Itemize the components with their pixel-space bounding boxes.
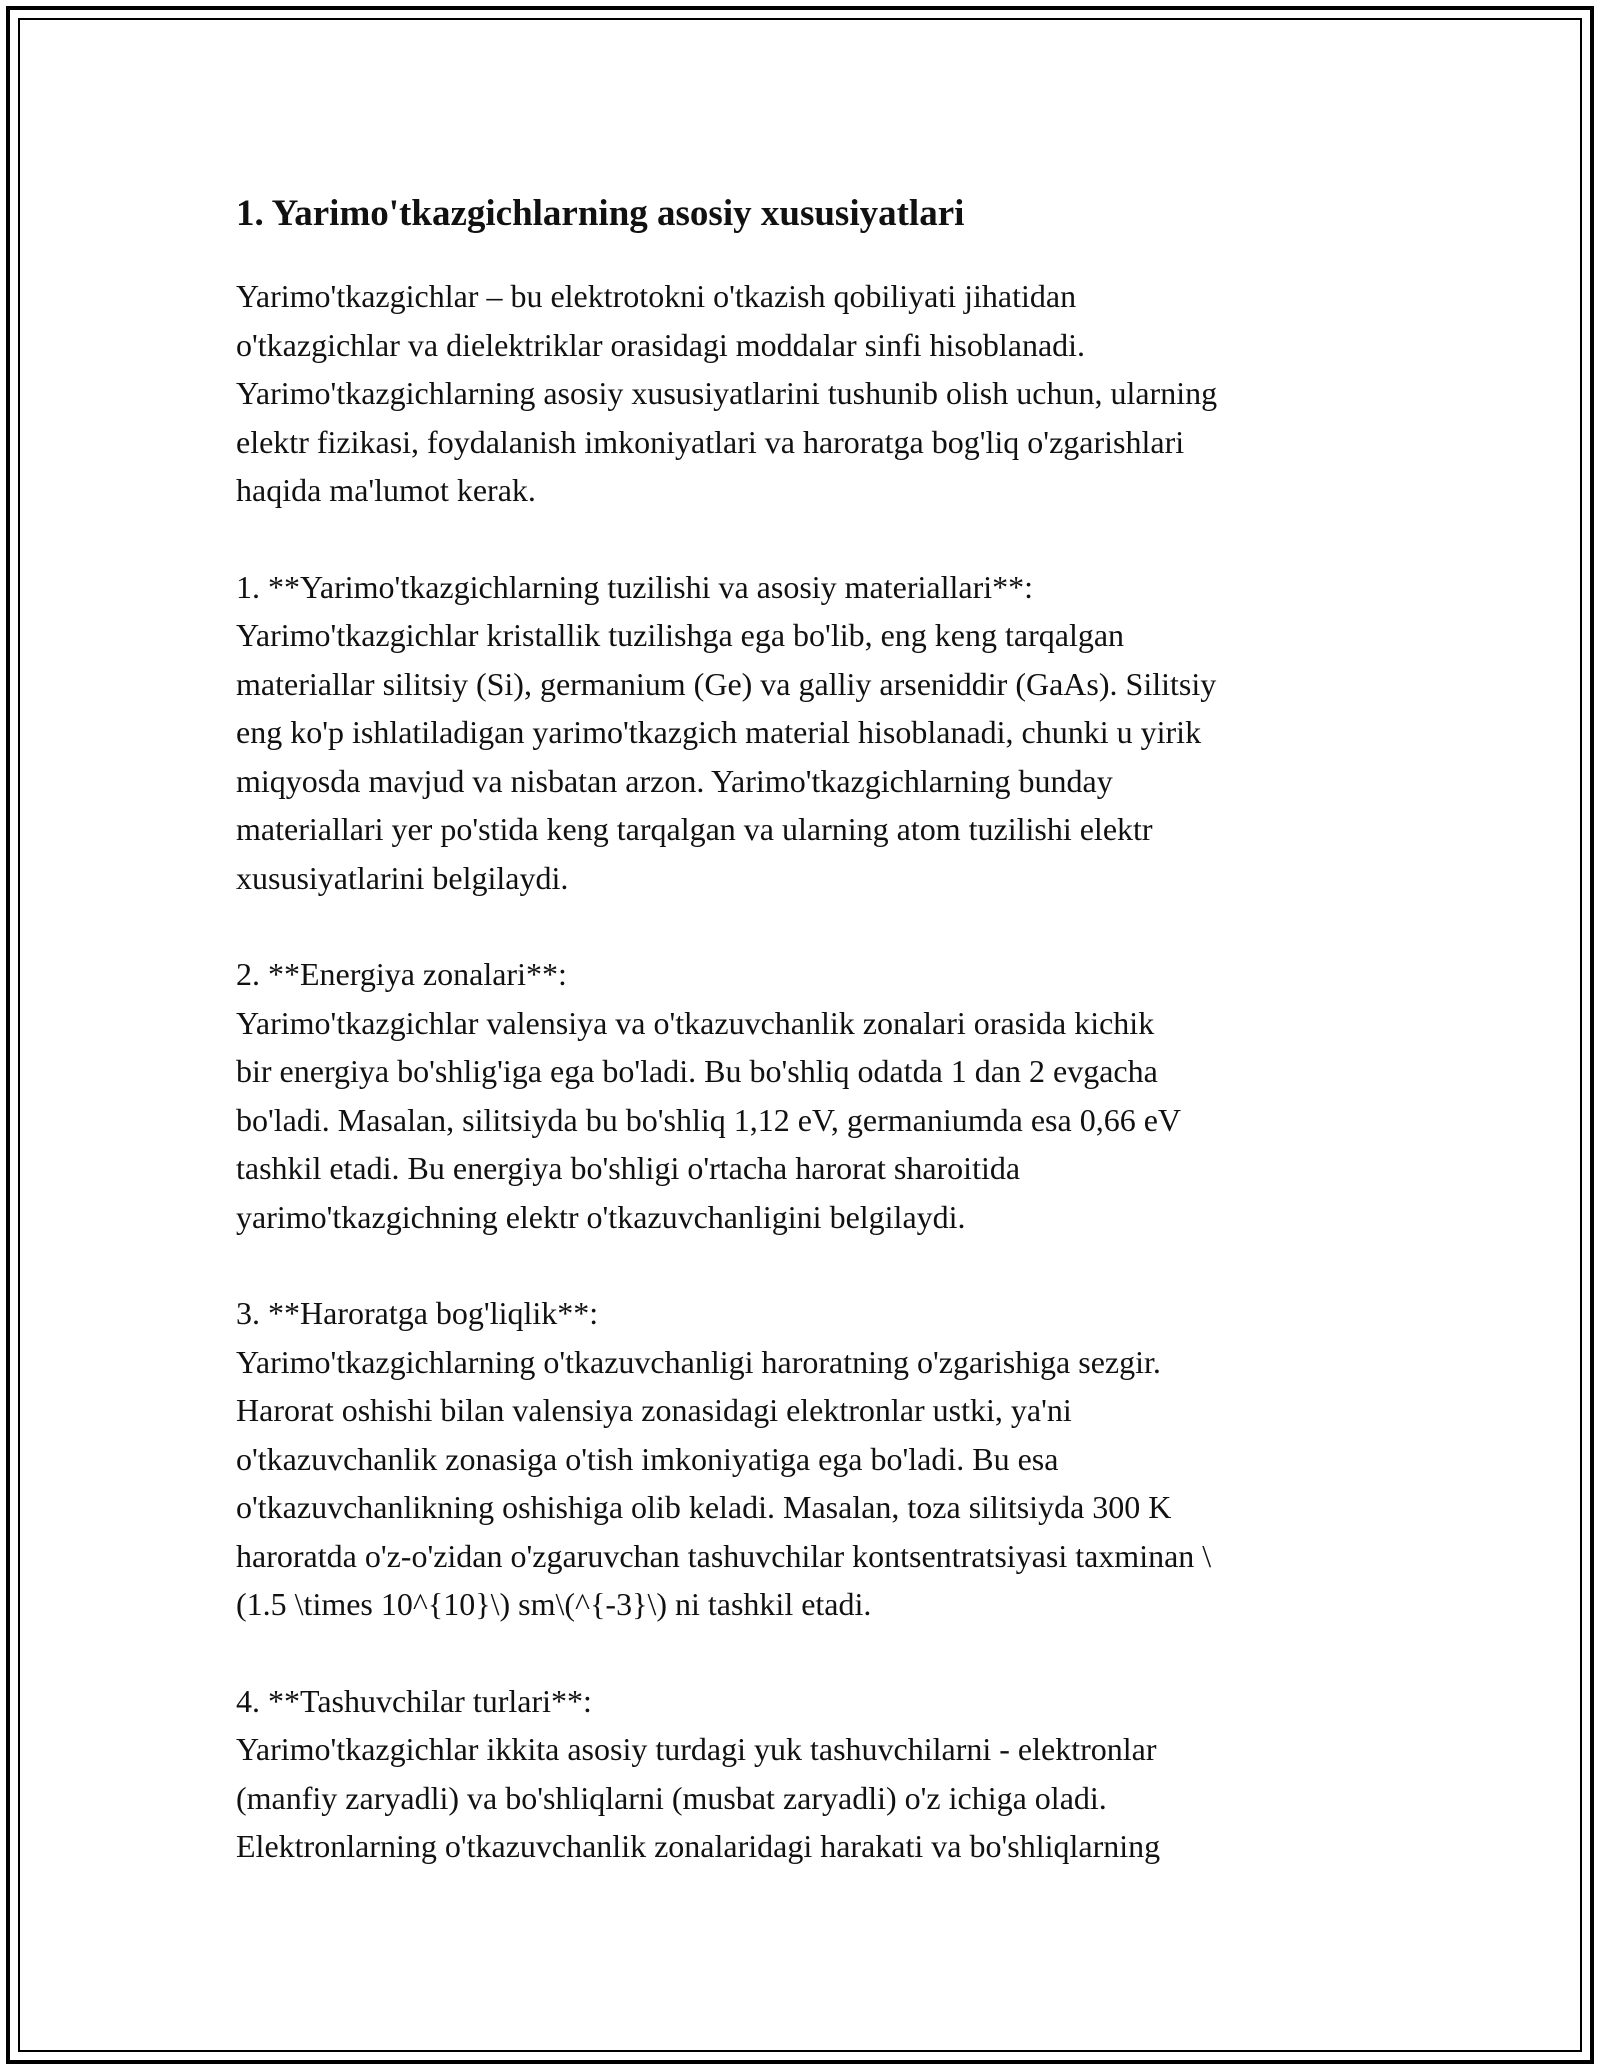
document-body bbox=[236, 188, 1376, 1871]
document-title: 1. Yarimo'tkazgichlarning asosiy xususiyatlari bbox=[236, 193, 965, 234]
paragraph-carrier-types: 4. **Tashuvchilar turlari**: Yarimo'tkazgichlar ikkita asosiy turdagi yuk tashuvchilarni - elektronlar (manfiy zaryadli) va bo'shliqlarni (musbat zaryadli) o'z ichiga oladi. Elektronlarning o'tkazuvchanlik zonalaridagi harakati va bo'shliqlarning bbox=[236, 1682, 1161, 1864]
paragraph-energy-bands: 2. **Energiya zonalari**: Yarimo'tkazgichlar valensiya va o'tkazuvchanlik zonalari orasida kichik bir energiya bo'shlig'iga ega bo'ladi. Bu bo'shliq odatda 1 dan 2 evgacha bo'ladi. Masalan, silitsiyda bu bo'shliq 1,12 eV, germaniumda esa 0,66 eV tashkil etadi. Bu energiya bo'shligi o'rtacha harorat sharoitida yarimo'tkazgichning elektr o'tkazuvchanligini belgilaydi. bbox=[236, 956, 1182, 1235]
paragraph-temperature-dependence: 3. **Haroratga bog'liqlik**: Yarimo'tkazgichlarning o'tkazuvchanligi haroratning o'zgarishiga sezgir. Harorat oshishi bilan valensiya zonasidagi elektronlar ustki, ya'ni o'tkazuvchanlik zonasiga o'tish imkoniyatiga ega bo'ladi. Bu esa o'tkazuvchanlikning oshishiga olib keladi. Masalan, toza silitsiyda 300 K haroratda o'z-o'zidan o'zgaruvchan tashuvchilar kontsentratsiyasi taxminan \ (1.5 \times 10^{10}\) sm\(^{-3}\) ni tashkil etadi. bbox=[236, 1295, 1212, 1622]
paragraph-structure-materials: 1. **Yarimo'tkazgichlarning tuzilishi va asosiy materiallari**: Yarimo'tkazgichlar kristallik tuzilishga ega bo'lib, eng keng tarqalgan materiallar silitsiy (Si), germanium (Ge) va galliy arseniddir (GaAs). Silitsiy eng ko'p ishlatiladigan yarimo'tkazgich material hisoblanadi, chunki u yirik miqyosda mavjud va nisbatan arzon. Yarimo'tkazgichlarning bunday materiallari yer po'stida keng tarqalgan va ularning atom tuzilishi elektr xususiyatlarini belgilaydi. bbox=[236, 568, 1217, 896]
paragraph-intro: Yarimo'tkazgichlar – bu elektrotokni o'tkazish qobiliyati jihatidan o'tkazgichlar va dielektriklar orasidagi moddalar sinfi hisoblanadi. Yarimo'tkazgichlarning asosiy xususiyatlarini tushunib olish uchun, ularning elektr fizikasi, foydalanish imkoniyatlari va haroratga bog'liq o'zgarishlari haqida ma'lumot kerak. bbox=[236, 278, 1218, 508]
